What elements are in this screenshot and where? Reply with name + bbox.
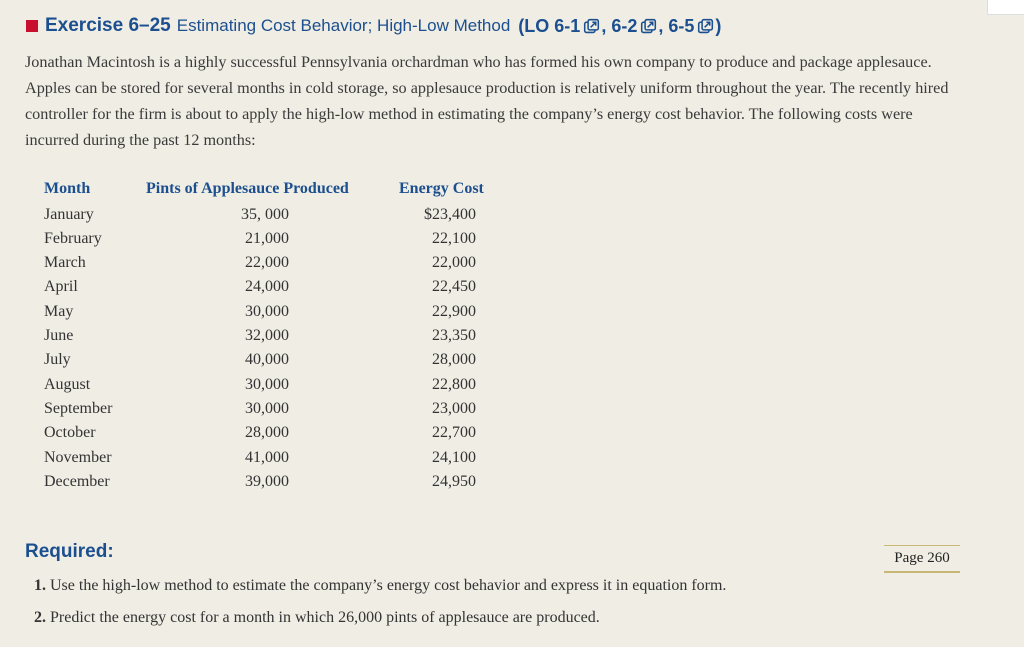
energy-cost-cell: 22,700 (432, 424, 476, 441)
lo-separator: , (658, 15, 664, 36)
month-cell: September (44, 400, 113, 417)
table-row (44, 278, 504, 302)
pints-cell: 30,000 (245, 303, 289, 320)
exercise-heading (26, 13, 721, 39)
table-row (44, 327, 504, 351)
month-cell: July (44, 351, 71, 368)
pints-cell: 24,000 (245, 278, 289, 295)
month-cell: February (44, 230, 102, 247)
pints-cell: 28,000 (245, 424, 289, 441)
table-row (44, 376, 504, 400)
month-cell: November (44, 449, 112, 466)
exercise-number: Exercise 6–25 (45, 15, 171, 36)
table-row (44, 400, 504, 424)
month-cell: December (44, 473, 110, 490)
pints-cell: 22,000 (245, 254, 289, 271)
month-cell: October (44, 424, 96, 441)
external-link-icon[interactable] (583, 18, 600, 35)
energy-cost-cell: 22,450 (432, 278, 476, 295)
month-cell: March (44, 254, 86, 271)
energy-cost-cell: 22,800 (432, 376, 476, 393)
question-1 (34, 577, 726, 595)
bullet-square-icon (26, 20, 38, 32)
pints-cell: 41,000 (245, 449, 289, 466)
table-row (44, 254, 504, 278)
corner-panel (987, 0, 1024, 15)
energy-cost-cell: 24,950 (432, 473, 476, 490)
month-cell: January (44, 206, 94, 223)
pints-cell: 39,000 (245, 473, 289, 490)
learning-objectives (518, 16, 721, 37)
table-row (44, 230, 504, 254)
month-cell: June (44, 327, 74, 344)
question-2 (34, 609, 600, 627)
lo-link-3[interactable]: 6-5 (668, 15, 695, 36)
lo-link-1[interactable]: 6-1 (554, 15, 581, 36)
table-row (44, 351, 504, 375)
energy-cost-cell: 23,000 (432, 400, 476, 417)
external-link-icon[interactable] (697, 18, 714, 35)
energy-cost-cell: 28,000 (432, 351, 476, 368)
month-cell: May (44, 303, 74, 320)
question-number: 1. (34, 577, 46, 594)
table-row (44, 473, 504, 497)
table-row (44, 449, 504, 473)
intro-paragraph: Jonathan Macintosh is a highly successful Pennsylvania orchardman who has formed his own company to produce and package applesauce. Apples can be stored for several months in cold storage, so applesauce production is relatively uniform throughout the year. The recently hired controller for the firm is about to apply the high-low method in estimating the company’s energy cost behavior. The following costs were incurred during the past 12 months: (25, 53, 949, 149)
lo-separator: , (601, 15, 607, 36)
external-link-icon[interactable] (640, 18, 657, 35)
energy-cost-cell: 22,100 (432, 230, 476, 247)
table-row (44, 303, 504, 327)
question-number: 2. (34, 609, 46, 626)
header-pints: Pints of Applesauce Produced (146, 180, 349, 197)
table-row (44, 424, 504, 448)
energy-cost-cell: 22,000 (432, 254, 476, 271)
pints-cell: 30,000 (245, 376, 289, 393)
header-energy-cost: Energy Cost (399, 180, 484, 197)
table-row (44, 206, 504, 230)
month-cell: April (44, 278, 78, 295)
pints-cell: 32,000 (245, 327, 289, 344)
lo-close: ) (715, 15, 722, 36)
pints-cell: 21,000 (245, 230, 289, 247)
question-text: Use the high-low method to estimate the company’s energy cost behavior and express it in equation form. (50, 577, 727, 594)
page-number-marker: Page 260 (884, 545, 960, 573)
pints-cell: 35, 000 (241, 206, 289, 223)
energy-cost-cell: 24,100 (432, 449, 476, 466)
header-month: Month (44, 180, 91, 197)
energy-cost-cell: 22,900 (432, 303, 476, 320)
energy-cost-cell: $23,400 (424, 206, 476, 223)
lo-open: (LO (518, 15, 550, 36)
question-text: Predict the energy cost for a month in which 26,000 pints of applesauce are produced. (50, 609, 600, 626)
cost-table (44, 180, 504, 500)
month-cell: August (44, 376, 91, 393)
pints-cell: 30,000 (245, 400, 289, 417)
energy-cost-cell: 23,350 (432, 327, 476, 344)
pints-cell: 40,000 (245, 351, 289, 368)
lo-link-2[interactable]: 6-2 (611, 15, 638, 36)
exercise-subtitle: Estimating Cost Behavior; High-Low Method (176, 16, 511, 35)
required-heading: Required: (25, 541, 114, 562)
